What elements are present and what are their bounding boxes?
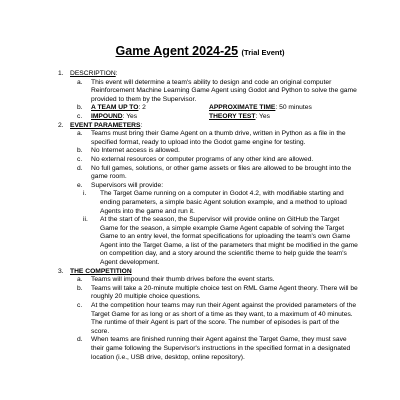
item-text: This event will determine a team's ability to design and code an original computer Reinforcement Machine Learning Game Agent using Godot and Python to solve the game provided to them by the Supervisor. (91, 78, 357, 103)
item-text: Teams must bring their Game Agent on a thumb drive, written in Python as a file in the specified format, ready to upload into the Godot game engine for testing. (91, 130, 346, 146)
item-letter: d. (77, 336, 83, 344)
impound-value: : Yes (122, 112, 138, 120)
item-text: Teams will take a 20-minute multiple choice test on RML Game Agent theory. There will be roughly 20 multiple choice questions. (91, 284, 358, 301)
item-text: No full games, solutions, or other game assets or files are allowed to be brought into the game room. (91, 164, 352, 181)
list-item (70, 156, 358, 165)
item-text: No external resources or computer programs of any other kind are allowed. (91, 155, 314, 163)
item-letter: a. (77, 130, 83, 138)
item-letter: d. (77, 164, 83, 172)
item-text: Supervisors will provide: (91, 181, 164, 189)
title-subtitle: (Trial Event) (241, 48, 285, 57)
item-text: No Internet access is allowed. (91, 147, 180, 155)
section-colon: : (140, 121, 143, 129)
subitem-text: The Target Game running on a computer in Godot 4.2, with modifiable starting and ending parameters, a simple basic Agent solution example, and a method to upload Agents into the game and run it. (100, 190, 347, 215)
sub-list-item (70, 216, 358, 268)
item-letter: a. (77, 78, 83, 86)
section-number: 1. (58, 70, 64, 77)
item-letter: c. (77, 155, 83, 163)
title-main: Game Agent 2024-25 (115, 44, 239, 58)
document-title (0, 44, 400, 58)
team-size-value: : 2 (138, 104, 146, 112)
sub-list-item (70, 190, 358, 216)
theory-test-value: : Yes (255, 112, 270, 120)
list-item (70, 182, 358, 191)
list-item (70, 130, 358, 147)
team-size-label: A TEAM UP TO (91, 104, 139, 112)
list-item (70, 165, 358, 182)
item-letter: a. (77, 276, 83, 284)
item-letter: b. (77, 104, 83, 112)
section-event-parameters (58, 122, 358, 268)
subitem-numeral: ii. (83, 216, 88, 224)
list-item (70, 285, 358, 302)
approx-time-label: APPROXIMATE TIME (209, 104, 276, 112)
section-colon: : (115, 70, 118, 77)
item-text: Teams will impound their thumb drives before the event starts. (91, 276, 275, 284)
section-number: 2. (58, 121, 64, 129)
list-item-team-size (70, 104, 358, 113)
item-letter: c. (77, 302, 83, 310)
list-item (70, 276, 358, 285)
section-the-competition (58, 268, 358, 363)
item-letter: c. (77, 112, 83, 120)
subitem-numeral: i. (83, 190, 87, 198)
list-item (70, 79, 358, 105)
theory-test-label: THEORY TEST (209, 112, 256, 120)
item-text: When teams are finished running their Agent against the Target Game, they must save their game following the Supervisor's instructions in the specified format in a designated location (i.e., USB drive, desktop, online repository). (91, 336, 351, 361)
approx-time-value: : 50 minutes (275, 104, 312, 112)
section-heading: DESCRIPTION (70, 70, 116, 77)
section-number: 3. (58, 267, 64, 275)
list-item (70, 147, 358, 156)
item-letter: b. (77, 147, 83, 155)
subitem-text: At the start of the season, the Supervisor will provide online on GitHub the Target Game for the season, a simple example Game Agent capable of solving the Target Game to an entry level, the format specifications for uploading the team's own Game Agent into the Target Game, a list of the parameters that might be modified in the game on competition day, and a story around the scientific theme to help guide the team's Agent development. (100, 216, 358, 267)
section-description (58, 70, 358, 122)
impound-label: IMPOUND (91, 112, 123, 120)
section-heading: THE COMPETITION (70, 267, 132, 275)
document-body (58, 70, 358, 362)
item-letter: b. (77, 284, 83, 292)
item-letter: e. (77, 181, 83, 189)
section-heading: EVENT PARAMETERS (70, 121, 141, 129)
list-item (70, 302, 358, 336)
list-item (70, 336, 358, 362)
item-text: At the competition hour teams may run their Agent against the provided parameters of the Target Game for as long or as short of a time as they want, to a maximum of 40 minutes. The runtime of their Agent is part of the score. The number of episodes is part of the score. (91, 302, 357, 335)
list-item-impound (70, 113, 358, 122)
